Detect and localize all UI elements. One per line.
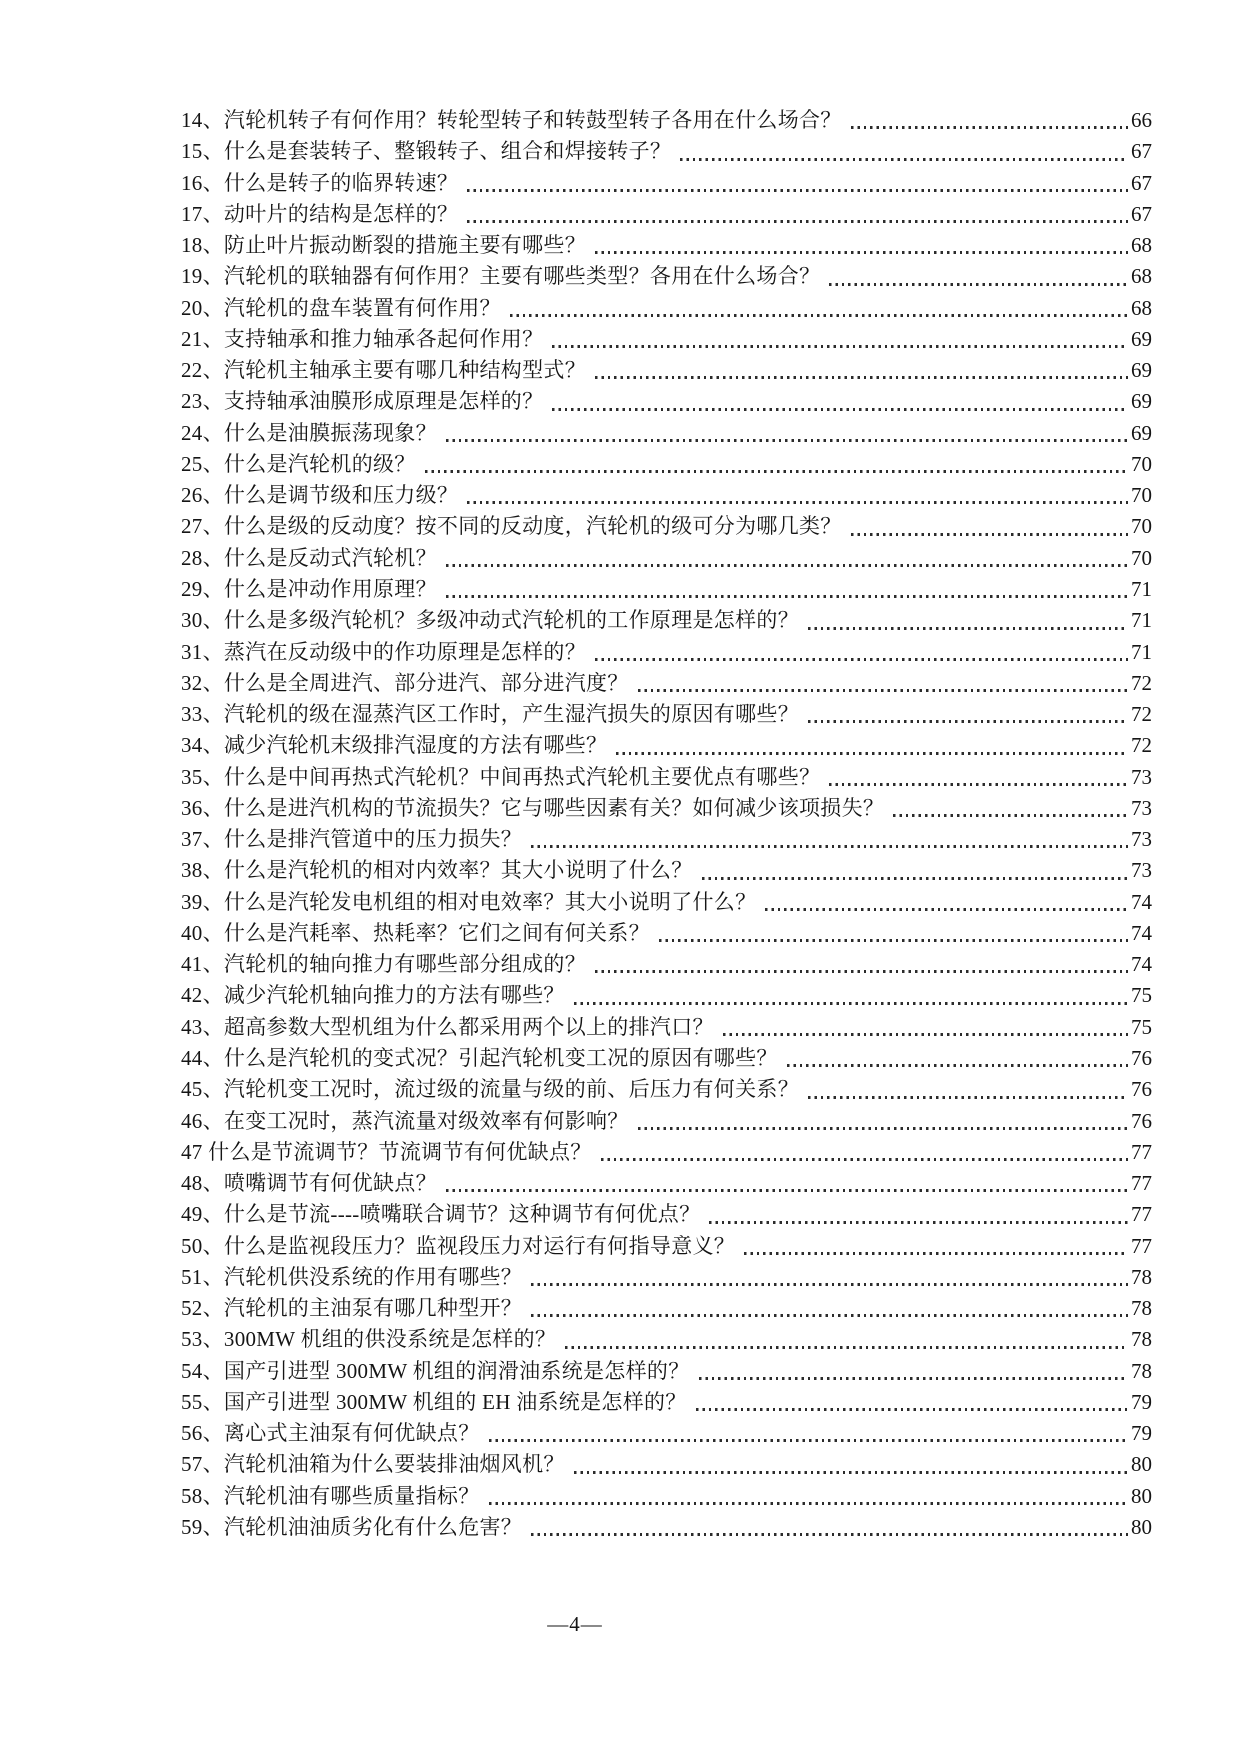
dot-leader [595,970,1128,973]
toc-entry[interactable] [181,605,1152,636]
toc-entry-page: 67 [1131,201,1152,226]
toc-entry[interactable] [181,136,1152,167]
toc-entry-title[interactable]: 14、汽轮机转子有何作用？转轮型转子和转鼓型转子各用在什么场合？ [181,108,842,132]
toc-entry-page: 69 [1131,358,1152,383]
toc-entry-page: 80 [1131,1452,1152,1477]
toc-entry-title[interactable]: 19、汽轮机的联轴器有何作用？主要有哪些类型？各用在什么场合？ [181,264,821,289]
toc-entry-title[interactable]: 52、汽轮机的主油泵有哪几种型开？ [181,1296,523,1321]
dot-leader [574,1471,1128,1474]
toc-entry[interactable] [181,887,1152,918]
toc-entry-page: 78 [1131,1358,1152,1383]
toc-entry-page: 70 [1131,545,1152,570]
toc-entry[interactable] [181,511,1152,542]
toc-entry[interactable] [181,793,1152,824]
toc-entry-title[interactable]: 46、在变工况时，蒸汽流量对级效率有何影响？ [181,1108,629,1133]
toc-entry-page: 76 [1131,1108,1152,1133]
toc-entry[interactable] [181,1262,1152,1293]
toc-entry-page: 77 [1131,1171,1152,1196]
toc-entry[interactable] [181,543,1152,574]
toc-entry[interactable] [181,699,1152,730]
toc-list [181,105,1152,1543]
dot-leader [489,1439,1129,1442]
toc-entry-title[interactable]: 26、什么是调节级和压力级？ [181,483,459,508]
toc-entry-page: 70 [1131,483,1152,508]
toc-entry-title[interactable]: 42、减少汽轮机轴向推力的方法有哪些？ [181,983,565,1008]
toc-entry[interactable] [181,1137,1152,1168]
toc-entry-page: 78 [1131,1264,1152,1289]
dot-leader [574,1002,1128,1005]
dot-leader [552,345,1128,348]
toc-entry-page: 73 [1131,858,1152,883]
dot-leader [829,783,1128,786]
toc-entry-page: 71 [1131,639,1152,664]
toc-entry-title[interactable]: 40、什么是汽耗率、热耗率？它们之间有何关系？ [181,920,650,945]
toc-entry-title[interactable]: 57、汽轮机油箱为什么要装排油烟风机？ [181,1452,565,1477]
toc-entry-page: 78 [1131,1296,1152,1321]
dot-leader [808,1096,1128,1099]
dot-leader [851,126,1128,129]
dot-leader [595,376,1128,379]
dot-leader [467,189,1128,192]
toc-entry[interactable] [181,1512,1152,1543]
page-number-footer: —4— [547,1612,603,1636]
toc-entry-title[interactable]: 48、喷嘴调节有何优缺点？ [181,1171,437,1196]
dot-leader [531,1283,1128,1286]
toc-entry[interactable] [181,1324,1152,1355]
dot-leader [808,720,1128,723]
toc-entry-page: 66 [1131,108,1152,132]
dot-leader [446,1189,1128,1192]
toc-entry-page: 69 [1131,420,1152,445]
toc-entry-title[interactable]: 39、什么是汽轮发电机组的相对电效率？其大小说明了什么？ [181,889,757,914]
toc-entry[interactable] [181,730,1152,761]
toc-entry[interactable] [181,1481,1152,1512]
toc-entry-title[interactable]: 16、什么是转子的临界转速？ [181,170,459,195]
dot-leader [787,1064,1128,1067]
toc-entry[interactable] [181,918,1152,949]
toc-entry-title[interactable]: 53、300MW 机组的供没系统是怎样的？ [181,1327,557,1352]
toc-entry[interactable] [181,386,1152,417]
toc-entry-title[interactable]: 28、什么是反动式汽轮机？ [181,545,437,570]
toc-entry-page: 74 [1131,952,1152,977]
toc-entry-title[interactable]: 29、什么是冲动作用原理？ [181,576,437,601]
toc-entry-page: 70 [1131,514,1152,539]
toc-entry-title[interactable]: 33、汽轮机的级在湿蒸汽区工作时，产生湿汽损失的原因有哪些？ [181,702,799,727]
dot-leader [616,752,1128,755]
toc-entry-page: 68 [1131,264,1152,289]
dot-leader [659,939,1128,942]
toc-entry[interactable] [181,1293,1152,1324]
toc-entry-title[interactable]: 41、汽轮机的轴向推力有哪些部分组成的？ [181,952,586,977]
toc-entry[interactable] [181,199,1152,230]
dot-leader [510,314,1128,317]
toc-entry-title[interactable]: 54、国产引进型 300MW 机组的润滑油系统是怎样的？ [181,1358,690,1383]
toc-entry-page: 73 [1131,795,1152,820]
toc-entry-title[interactable]: 49、什么是节流----喷嘴联合调节？这种调节有何优点？ [181,1202,701,1227]
dot-leader [709,1221,1128,1224]
toc-entry-title[interactable]: 17、动叶片的结构是怎样的？ [181,201,459,226]
toc-entry-page: 67 [1131,139,1152,164]
toc-entry-page: 80 [1131,1483,1152,1508]
toc-entry-page: 68 [1131,233,1152,258]
toc-entry-page: 77 [1131,1202,1152,1227]
toc-entry[interactable] [181,1168,1152,1199]
toc-entry-page: 74 [1131,889,1152,914]
toc-entry[interactable] [181,637,1152,668]
toc-entry-page: 73 [1131,827,1152,852]
toc-entry-title[interactable]: 25、什么是汽轮机的级？ [181,451,416,476]
toc-entry[interactable] [181,261,1152,292]
toc-entry[interactable] [181,1043,1152,1074]
toc-entry-title[interactable]: 34、减少汽轮机末级排汽湿度的方法有哪些？ [181,733,608,758]
toc-entry[interactable] [181,449,1152,480]
dot-leader [531,845,1128,848]
toc-entry-page: 75 [1131,983,1152,1008]
dot-leader [446,439,1128,442]
toc-entry[interactable] [181,949,1152,980]
dot-leader [425,470,1128,473]
toc-entry[interactable] [181,1449,1152,1480]
toc-entry[interactable] [181,980,1152,1011]
toc-entry-page: 76 [1131,1077,1152,1102]
dot-leader [531,1533,1128,1536]
toc-entry-title[interactable]: 47 什么是节流调节？节流调节有何优缺点？ [181,1139,592,1164]
toc-entry-title[interactable]: 36、什么是进汽机构的节流损失？它与哪些因素有关？如何减少该项损失？ [181,795,885,820]
toc-entry-page: 77 [1131,1139,1152,1164]
dot-leader [595,251,1128,254]
toc-entry[interactable] [181,574,1152,605]
toc-entry-title[interactable]: 56、离心式主油泵有何优缺点？ [181,1421,480,1446]
toc-entry-title[interactable]: 23、支持轴承油膜形成原理是怎样的？ [181,389,544,414]
toc-entry-page: 69 [1131,326,1152,351]
toc-entry[interactable] [181,668,1152,699]
toc-entry[interactable] [181,1199,1152,1230]
dot-leader [565,1346,1128,1349]
dot-leader [699,1377,1128,1380]
toc-entry-page: 75 [1131,1014,1152,1039]
toc-entry-title[interactable]: 51、汽轮机供没系统的作用有哪些？ [181,1264,523,1289]
dot-leader [595,658,1128,661]
dot-leader [893,814,1128,817]
dot-leader [552,408,1128,411]
toc-entry-title[interactable]: 45、汽轮机变工况时，流过级的流量与级的前、后压力有何关系？ [181,1077,799,1102]
toc-entry[interactable] [181,324,1152,355]
toc-entry[interactable] [181,855,1152,886]
toc-entry-page: 71 [1131,608,1152,633]
toc-entry[interactable] [181,293,1152,324]
toc-entry[interactable] [181,1231,1152,1262]
toc-entry-title[interactable]: 38、什么是汽轮机的相对内效率？其大小说明了什么？ [181,858,693,883]
toc-entry-title[interactable]: 22、汽轮机主轴承主要有哪几种结构型式？ [181,358,586,383]
dot-leader [744,1252,1128,1255]
toc-entry[interactable] [181,418,1152,449]
toc-entry-title[interactable]: 58、汽轮机油有哪些质量指标？ [181,1483,480,1508]
toc-entry-page: 72 [1131,670,1152,695]
toc-entry-title[interactable]: 50、什么是监视段压力？监视段压力对运行有何指导意义？ [181,1233,736,1258]
toc-entry-page: 73 [1131,764,1152,789]
toc-entry-title[interactable]: 18、防止叶片振动断裂的措施主要有哪些？ [181,233,586,258]
dot-leader [680,158,1128,161]
toc-entry[interactable] [181,1418,1152,1449]
toc-entry-page: 74 [1131,920,1152,945]
toc-entry-page: 80 [1131,1514,1152,1539]
toc-entry[interactable] [181,1387,1152,1418]
toc-entry[interactable] [181,1106,1152,1137]
dot-leader [467,501,1128,504]
dot-leader [446,595,1128,598]
toc-entry[interactable] [181,230,1152,261]
toc-entry-page: 76 [1131,1045,1152,1070]
dot-leader [829,283,1128,286]
toc-entry[interactable] [181,480,1152,511]
toc-entry-page: 77 [1131,1233,1152,1258]
dot-leader [851,533,1128,536]
toc-entry-page: 79 [1131,1389,1152,1414]
dot-leader [696,1408,1128,1411]
toc-entry-title[interactable]: 59、汽轮机油油质劣化有什么危害？ [181,1514,523,1539]
toc-entry-page: 72 [1131,733,1152,758]
toc-entry[interactable] [181,1356,1152,1387]
toc-entry-title[interactable]: 35、什么是中间再热式汽轮机？中间再热式汽轮机主要优点有哪些？ [181,764,821,789]
toc-entry-page: 71 [1131,576,1152,601]
dot-leader [723,1033,1128,1036]
toc-entry-title[interactable]: 55、国产引进型 300MW 机组的 EH 油系统是怎样的？ [181,1389,687,1414]
dot-leader [638,689,1128,692]
toc-entry[interactable] [181,762,1152,793]
toc-entry[interactable] [181,355,1152,386]
toc-entry[interactable] [181,1012,1152,1043]
toc-entry-title[interactable]: 21、支持轴承和推力轴承各起何作用？ [181,326,544,351]
toc-entry[interactable] [181,105,1152,136]
toc-entry-title[interactable]: 31、蒸汽在反动级中的作功原理是怎样的？ [181,639,586,664]
toc-entry-page: 79 [1131,1421,1152,1446]
toc-entry-title[interactable]: 44、什么是汽轮机的变式况？引起汽轮机变工况的原因有哪些？ [181,1045,778,1070]
toc-entry-title[interactable]: 30、什么是多级汽轮机？多级冲动式汽轮机的工作原理是怎样的？ [181,608,799,633]
dot-leader [467,220,1128,223]
toc-entry-title[interactable]: 37、什么是排汽管道中的压力损失？ [181,827,523,852]
toc-entry[interactable] [181,1074,1152,1105]
dot-leader [765,908,1128,911]
toc-entry-title[interactable]: 24、什么是油膜振荡现象？ [181,420,437,445]
dot-leader [601,1158,1128,1161]
toc-entry-page: 78 [1131,1327,1152,1352]
toc-entry-page: 72 [1131,702,1152,727]
toc-entry-page: 67 [1131,170,1152,195]
dot-leader [531,1314,1128,1317]
toc-entry-page: 70 [1131,451,1152,476]
toc-entry[interactable] [181,168,1152,199]
dot-leader [702,877,1129,880]
toc-entry-title[interactable]: 20、汽轮机的盘车装置有何作用？ [181,295,501,320]
dot-leader [489,1502,1129,1505]
toc-entry-title[interactable]: 32、什么是全周进汽、部分进汽、部分进汽度？ [181,670,629,695]
toc-entry-title[interactable]: 27、什么是级的反动度？按不同的反动度，汽轮机的级可分为哪几类？ [181,514,842,539]
dot-leader [808,627,1128,630]
toc-entry[interactable] [181,824,1152,855]
toc-entry-title[interactable]: 15、什么是套装转子、整锻转子、组合和焊接转子？ [181,139,672,164]
toc-entry-title[interactable]: 43、超高参数大型机组为什么都采用两个以上的排汽口？ [181,1014,714,1039]
toc-entry-page: 69 [1131,389,1152,414]
dot-leader [638,1127,1128,1130]
dot-leader [446,564,1128,567]
toc-entry-page: 68 [1131,295,1152,320]
